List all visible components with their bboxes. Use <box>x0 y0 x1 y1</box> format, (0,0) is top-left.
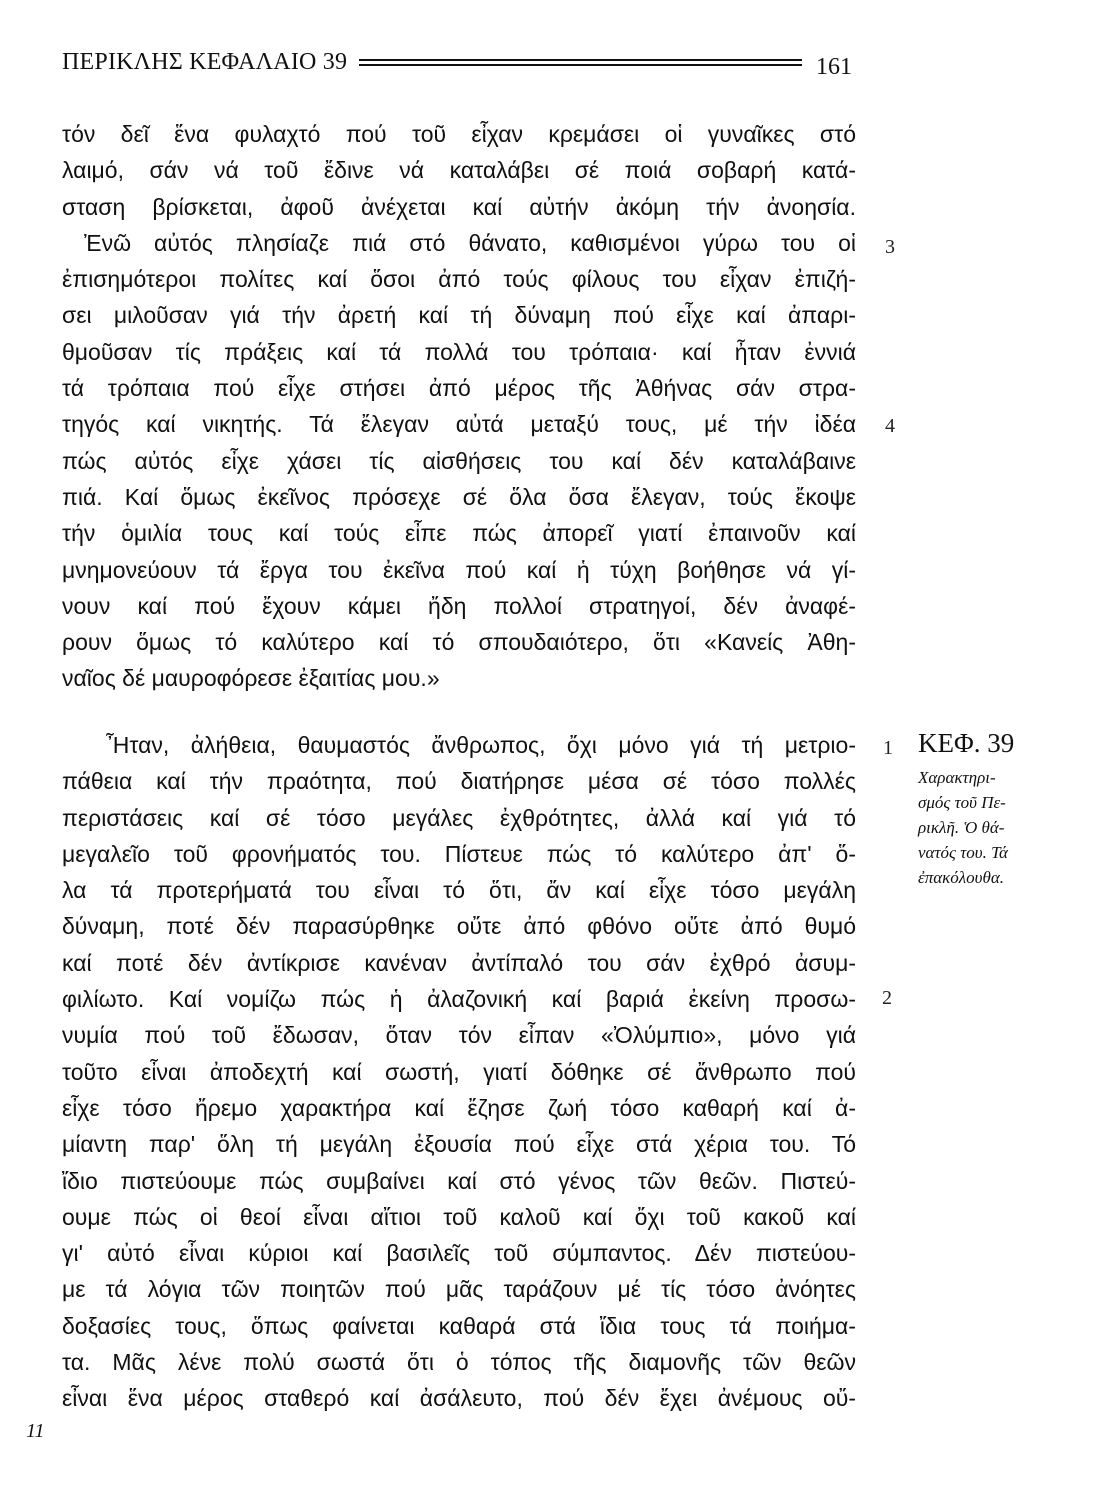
text-line: τά τρόπαια πού εἶχε στήσει ἀπό μέρος τῆς Ἀθήνας σάν στρα- <box>62 375 856 402</box>
chapter-summary-line: νατός του. Τά <box>918 843 1008 862</box>
header-double-rule <box>359 59 802 66</box>
text-line: μεγαλεῖο τοῦ φρονήματός του. Πίστευε πώς τό καλύτερο ἀπ' ὅ- <box>62 840 856 867</box>
text-line: τηγός καί νικητής. Τά ἔλεγαν αὐτά μεταξύ τους, μέ τήν ἰδέα <box>62 411 856 438</box>
text-line: πιά. Καί ὅμως ἐκεῖνος πρόσεχε σέ ὅλα ὅσα ἔλεγαν, τούς ἔκοψε <box>62 483 856 510</box>
text-line: γι' αὐτό εἶναι κύριοι καί βασιλεῖς τοῦ σύμπαντος. Δέν πιστεύου- <box>62 1240 856 1267</box>
text-line: εἶχε τόσο ἤρεμο χαρακτήρα καί ἔζησε ζωή τόσο καθαρή καί ἀ- <box>62 1094 856 1121</box>
text-line: τοῦτο εἶναι ἀποδεχτή καί σωστή, γιατί δόθηκε σέ ἄνθρωπο πού <box>62 1058 856 1085</box>
text-line: δοξασίες τους, ὅπως φαίνεται καθαρά στά ἴδια τους τά ποιήμα- <box>62 1312 856 1339</box>
text-line: νυμία πού τοῦ ἔδωσαν, ὅταν τόν εἶπαν «Ὀλύμπιο», μόνο γιά <box>62 1022 856 1049</box>
paragraph-block-1 <box>62 116 856 697</box>
text-line: ἐπισημότεροι πολίτες καί ὅσοι ἀπό τούς φίλους του εἶχαν ἐπιζή- <box>62 266 856 293</box>
text-line: πάθεια καί τήν πραότητα, πού διατήρησε μέσα σέ τόσο πολλές <box>62 768 856 795</box>
section-number-1: 1 <box>883 737 893 759</box>
text-line: νουν καί πού ἔχουν κάμει ἤδη πολλοί στρατηγοί, δέν ἀναφέ- <box>62 592 856 619</box>
text-line: φιλίωτο. Καί νομίζω πώς ἡ ἀλαζονική καί βαριά ἐκείνη προσω- <box>62 986 856 1013</box>
chapter-summary-line: ρικλῆ. Ὁ θά- <box>918 818 1005 837</box>
chapter-summary-line: σμός τοῦ Πε- <box>918 793 1006 812</box>
chapter-summary-line: ἐπακόλουθα. <box>918 868 1004 887</box>
text-line: περιστάσεις καί σέ τόσο μεγάλες ἐχθρότητες, ἀλλά καί γιά τό <box>62 804 856 831</box>
text-line: πώς αὐτός εἶχε χάσει τίς αἰσθήσεις του καί δέν καταλάβαινε <box>62 447 856 474</box>
text-line: εἶναι ἕνα μέρος σταθερό καί ἀσάλευτο, πού δέν ἔχει ἀνέμους οὔ- <box>62 1385 856 1412</box>
text-line: σει μιλοῦσαν γιά τήν ἀρετή καί τή δύναμη πού εἶχε καί ἀπαρι- <box>62 302 856 329</box>
text-line: λα τά προτερήματά του εἶναι τό ὅτι, ἄν καί εἶχε τόσο μεγάλη <box>62 877 856 904</box>
text-line: με τά λόγια τῶν ποιητῶν πού μᾶς ταράζουν μέ τίς τόσο ἀνόητες <box>62 1276 856 1303</box>
section-number-4: 4 <box>885 415 895 437</box>
signature-mark: 11 <box>26 1420 45 1442</box>
text-line: τα. Μᾶς λένε πολύ σωστά ὅτι ὁ τόπος τῆς διαμονῆς τῶν θεῶν <box>62 1349 856 1376</box>
text-line: ουμε πώς οἱ θεοί εἶναι αἴτιοι τοῦ καλοῦ καί ὄχι τοῦ κακοῦ καί <box>62 1203 856 1230</box>
text-line: καί ποτέ δέν ἀντίκρισε κανέναν ἀντίπαλό του σάν ἐχθρό ἀσυμ- <box>62 949 856 976</box>
text-line: τόν δεῖ ἕνα φυλαχτό πού τοῦ εἶχαν κρεμάσει οἱ γυναῖκες στό <box>62 121 856 147</box>
text-line: σταση βρίσκεται, ἀφοῦ ἀνέχεται καί αὐτήν ἀκόμη τήν ἀνοησία. <box>62 193 856 220</box>
running-title: ΠΕΡΙΚΛΗΣ ΚΕΦΑΛΑΙΟ 39 <box>62 48 348 75</box>
text-line: ἴδιο πιστεύουμε πώς συμβαίνει καί στό γένος τῶν θεῶν. Πιστεύ- <box>62 1167 856 1194</box>
chapter-title: ΚΕΦ. 39 <box>918 728 1015 758</box>
section-number-2: 2 <box>882 987 892 1009</box>
section-number-3: 3 <box>885 236 895 258</box>
text-line: θμοῦσαν τίς πράξεις καί τά πολλά του τρόπαια· καί ἦταν ἐννιά <box>62 338 856 365</box>
text-line: δύναμη, ποτέ δέν παρασύρθηκε οὔτε ἀπό φθόνο οὔτε ἀπό θυμό <box>62 913 856 940</box>
text-line: μνημονεύουν τά ἔργα του ἐκεῖνα πού καί ἡ τύχη βοήθησε νά γί- <box>62 556 856 583</box>
chapter-summary-line: Χαρακτηρι- <box>918 768 996 787</box>
text-line: Ἐνῶ αὐτός πλησίαζε πιά στό θάνατο, καθισμένοι γύρω του οἱ <box>84 229 856 256</box>
text-line: τήν ὁμιλία τους καί τούς εἶπε πώς ἀπορεῖ γιατί ἐπαινοῦν καί <box>62 520 856 547</box>
chapter-summary <box>918 765 1068 890</box>
page-number: 161 <box>816 53 852 80</box>
text-line: λαιμό, σάν νά τοῦ ἔδινε νά καταλάβει σέ ποιά σοβαρή κατά- <box>62 157 856 184</box>
text-line: ρουν ὅμως τό καλύτερο καί τό σπουδαιότερο, ὅτι «Κανείς Ἀθη- <box>62 629 856 656</box>
text-line: ναῖος δέ μαυροφόρεσε ἐξαιτίας μου.» <box>62 665 440 692</box>
running-head <box>62 42 852 82</box>
text-line: Ἦταν, ἀλήθεια, θαυμαστός ἄνθρωπος, ὄχι μόνο γιά τή μετριο- <box>106 732 856 758</box>
chapter-sidenote <box>918 728 1068 890</box>
text-line: μίαντη παρ' ὅλη τή μεγάλη ἐξουσία πού εἶχε στά χέρια του. Τό <box>62 1131 856 1158</box>
paragraph-block-2 <box>62 727 856 1417</box>
